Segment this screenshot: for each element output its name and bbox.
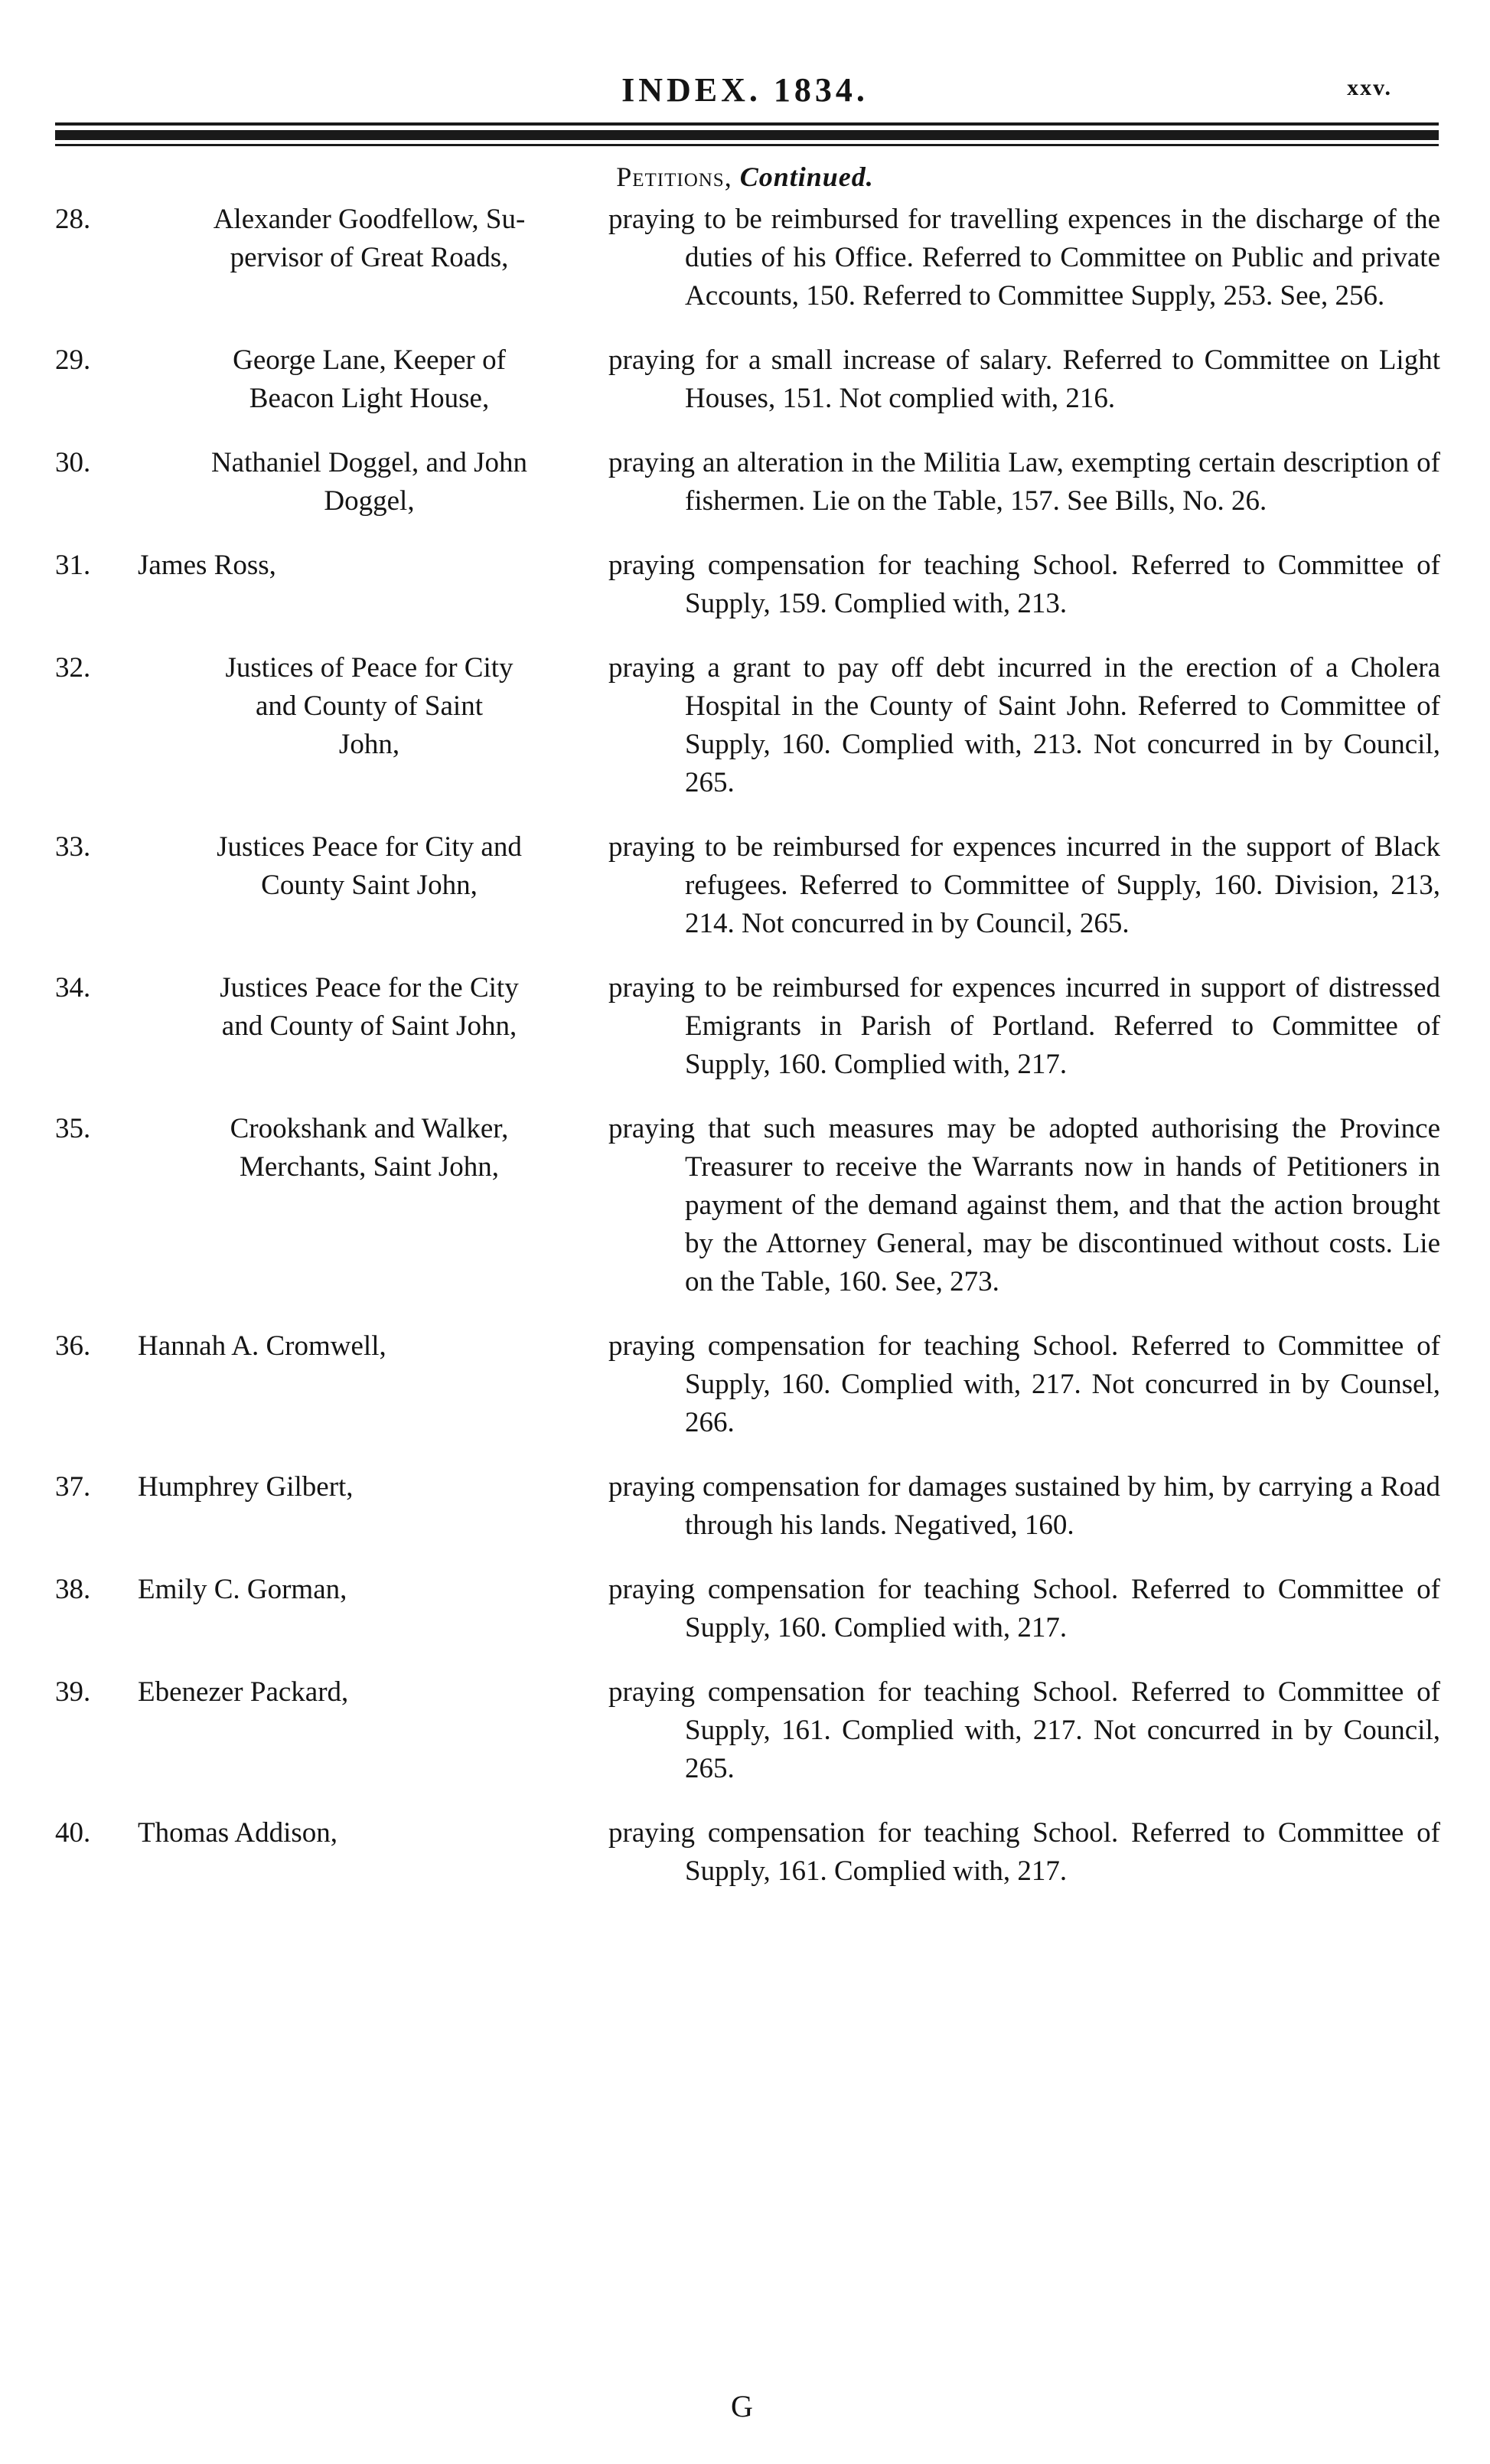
petitioner-name: Humphrey Gilbert, — [138, 1471, 354, 1503]
petition-description: praying a grant to pay off debt incurred in the erection of a Cholera Hospital in the County of Saint John. Referred to Committee of Supply, 160. Complied with, 213. Not concurred in by Council, 265. — [608, 652, 1440, 798]
petition-entry — [55, 1468, 1440, 1545]
petition-number: 30. — [55, 447, 91, 478]
petitioner-name: Thomas Addison, — [138, 1817, 338, 1849]
section-heading — [0, 161, 1490, 193]
petition-number: 40. — [55, 1817, 91, 1849]
petitioner-name: Ebenezer Packard, — [138, 1676, 349, 1708]
petition-entry — [55, 1110, 1440, 1301]
petitioner-name: Nathaniel Doggel, and John Doggel, — [210, 447, 528, 517]
petition-entry — [55, 1814, 1440, 1891]
petition-entry — [55, 341, 1440, 418]
petition-entry — [55, 547, 1440, 623]
petition-entry — [55, 969, 1440, 1084]
petition-entry — [55, 649, 1440, 802]
petition-description: praying that such measures may be adopted authorising the Province Treasurer to receive the Warrants now in hands of Petitioners in payment of the demand against them, and that the action brought by the Attorney General, may be discontinued without costs. Lie on the Table, 160. See, 273. — [608, 1113, 1440, 1297]
petition-description: praying compensation for teaching School. Referred to Committee of Supply, 161. Complied with, 217. — [608, 1817, 1440, 1887]
petition-description: praying an alteration in the Militia Law, exempting certain description of fishermen. Lie on the Table, 157. See Bills, No. 26. — [608, 447, 1440, 517]
petition-description: praying compensation for teaching School. Referred to Committee of Supply, 159. Complied with, 213. — [608, 550, 1440, 619]
petition-description: praying to be reimbursed for expences incurred in the support of Black refugees. Referred to Committee of Supply, 160. Division, 213, 214. Not concurred in by Council, 265. — [608, 831, 1440, 939]
petitioner-name: Hannah A. Cromwell, — [138, 1330, 386, 1362]
petitioner-name: Justices Peace for the City and County of Saint John, — [220, 972, 519, 1042]
petition-number: 37. — [55, 1471, 91, 1503]
petition-entry — [55, 1327, 1440, 1442]
petition-number: 31. — [55, 550, 91, 581]
petition-number: 38. — [55, 1574, 91, 1605]
petition-description: praying compensation for damages sustained by him, by carrying a Road through his lands. Negatived, 160. — [608, 1471, 1440, 1541]
petitioner-name: James Ross, — [138, 550, 276, 581]
petition-entry — [55, 444, 1440, 521]
petition-description: praying to be reimbursed for travelling expences in the discharge of the duties of his Office. Referred to Committee on Public and private Accounts, 150. Referred to Committee Supply, 253. See, 256. — [608, 204, 1440, 312]
page-header — [0, 70, 1490, 116]
petitioner-name: Emily C. Gorman, — [138, 1574, 347, 1605]
petition-number: 35. — [55, 1113, 91, 1144]
petitioner-name: Alexander Goodfellow, Su- pervisor of Great Roads, — [213, 204, 526, 273]
petitioner-name: George Lane, Keeper of Beacon Light House, — [233, 344, 506, 414]
section-title: Petitions, — [616, 162, 732, 192]
header-rule-thick — [55, 130, 1439, 140]
petition-number: 28. — [55, 204, 91, 235]
petition-description: praying for a small increase of salary. Referred to Committee on Light Houses, 151. Not complied with, 216. — [608, 344, 1440, 414]
petition-number: 32. — [55, 652, 91, 684]
petition-entry — [55, 1571, 1440, 1647]
petitioner-name: Justices of Peace for City and County of Saint John, — [225, 652, 514, 760]
petition-number: 36. — [55, 1330, 91, 1362]
header-rule-bottom — [55, 144, 1439, 146]
petitioner-name: Crookshank and Walker, Merchants, Saint John, — [230, 1113, 509, 1183]
header-rule-top — [55, 122, 1439, 126]
petition-entry — [55, 201, 1440, 315]
page-number: xxv. — [1347, 75, 1392, 100]
petition-description: praying compensation for teaching School. Referred to Committee of Supply, 160. Complied with, 217. — [608, 1574, 1440, 1643]
petitioner-name: Justices Peace for City and County Saint John, — [217, 831, 522, 901]
page-title: INDEX. 1834. — [621, 71, 869, 109]
petition-entry — [55, 1673, 1440, 1788]
petition-number: 39. — [55, 1676, 91, 1708]
section-continued: Continued. — [739, 162, 874, 192]
petition-list — [55, 201, 1440, 1917]
petition-number: 34. — [55, 972, 91, 1004]
signature-mark: G — [731, 2389, 753, 2423]
petition-description: praying to be reimbursed for expences incurred in support of distressed Emigrants in Parish of Portland. Referred to Committee of Supply, 160. Complied with, 217. — [608, 972, 1440, 1080]
petition-number: 33. — [55, 831, 91, 863]
petition-description: praying compensation for teaching School. Referred to Committee of Supply, 161. Complied with, 217. Not concurred in by Council, 265. — [608, 1676, 1440, 1784]
petition-number: 29. — [55, 344, 91, 376]
petition-entry — [55, 828, 1440, 943]
petition-description: praying compensation for teaching School. Referred to Committee of Supply, 160. Complied with, 217. Not concurred in by Counsel, 266. — [608, 1330, 1440, 1438]
